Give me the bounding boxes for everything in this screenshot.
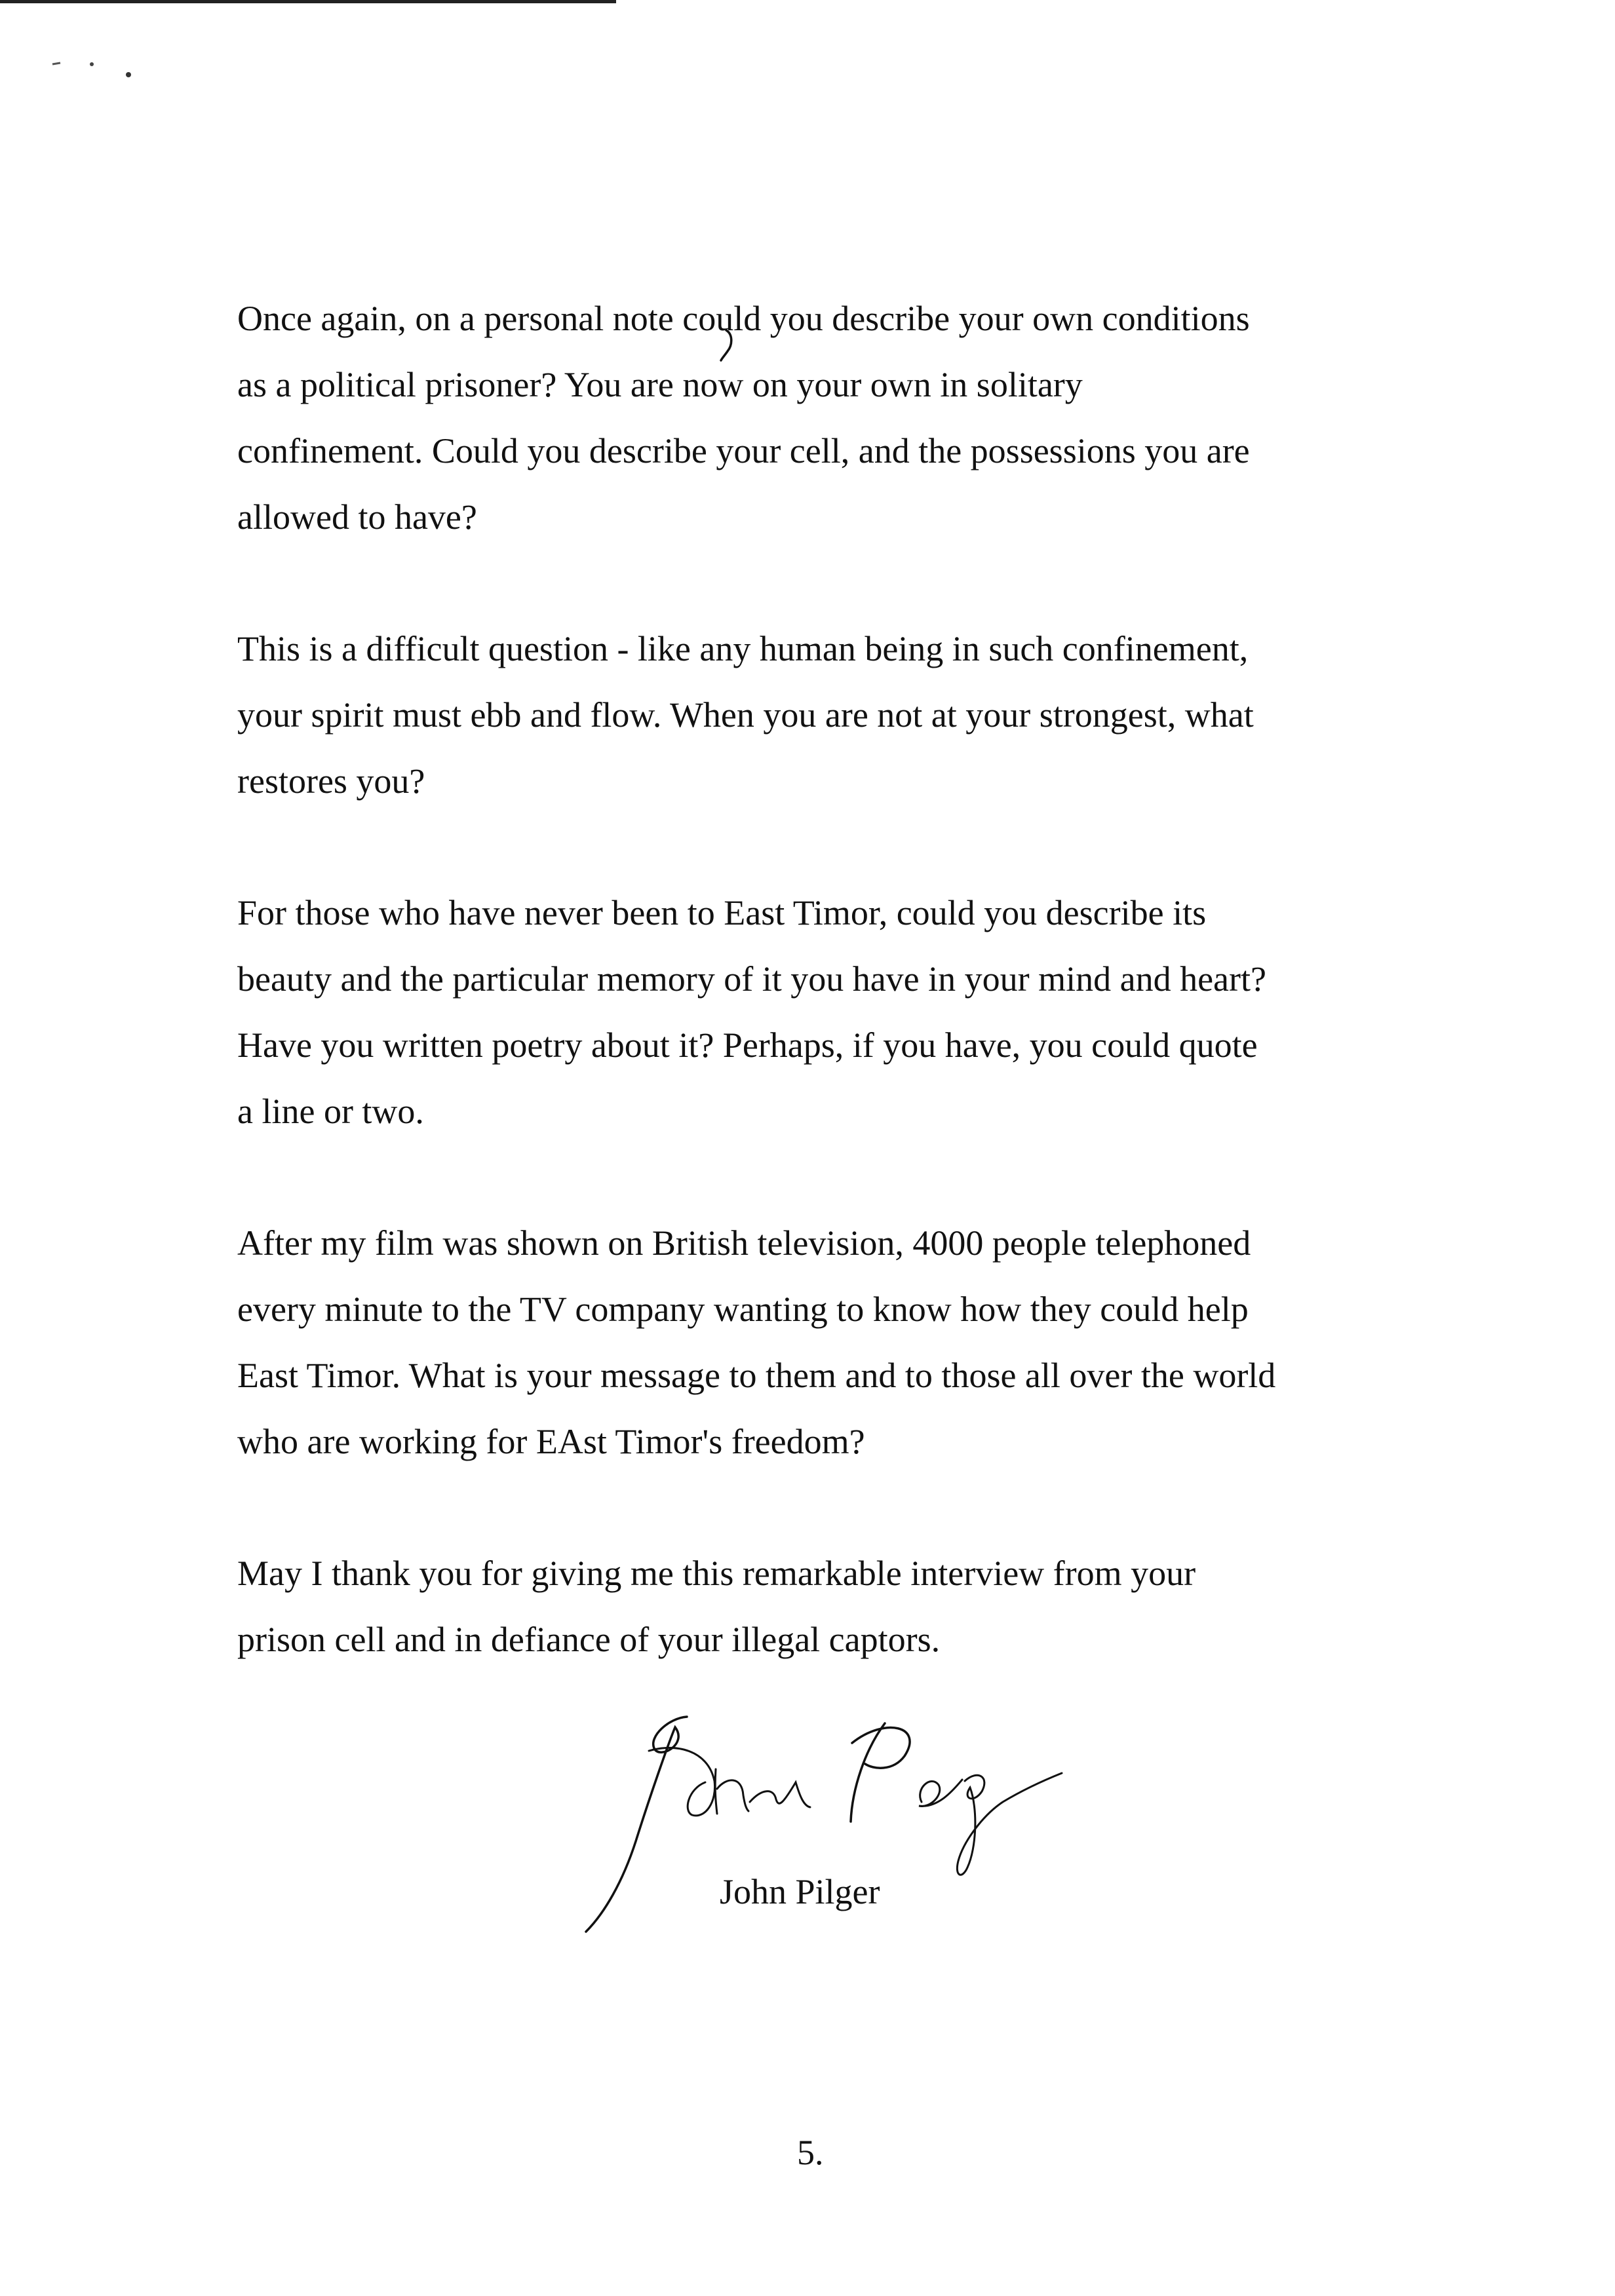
paragraph-thanks	[237, 1540, 1404, 1673]
text-line: confinement. Could you describe your cell, and the possessions you are	[237, 431, 1250, 470]
paragraph-spirit	[237, 616, 1404, 814]
signatory-name: John Pilger	[720, 1872, 880, 1911]
handwritten-comma	[718, 326, 738, 363]
text-line: allowed to have?	[237, 497, 477, 537]
text-line: After my film was shown on British television, 4000 people telephoned	[237, 1223, 1251, 1263]
text-line: May I thank you for giving me this remarkable interview from your	[237, 1554, 1196, 1593]
text-line: every minute to the TV company wanting to know how they could help	[237, 1290, 1249, 1329]
text-line: your spirit must ebb and flow. When you are not at your strongest, what	[237, 695, 1254, 735]
scan-specks	[51, 58, 136, 84]
paragraph-east-timor	[237, 880, 1404, 1145]
text-line: Once again, on a personal note could you describe your own conditions	[237, 299, 1250, 338]
text-line: as a political prisoner? You are now on your own in solitary	[237, 365, 1083, 404]
text-line: prison cell and in defiance of your illegal captors.	[237, 1620, 941, 1659]
text-line: who are working for EAst Timor's freedom?	[237, 1422, 865, 1461]
paragraph-message	[237, 1210, 1404, 1475]
page-number: 5.	[797, 2133, 824, 2172]
scan-top-edge-line	[0, 0, 616, 3]
text-line: restores you?	[237, 761, 425, 801]
text-line: For those who have never been to East Timor, could you describe its	[237, 893, 1207, 932]
text-line: East Timor. What is your message to them and to those all over the world	[237, 1356, 1276, 1395]
paragraph-conditions	[237, 286, 1404, 550]
text-line: beauty and the particular memory of it you have in your mind and heart?	[237, 959, 1266, 999]
letter-body	[237, 286, 1404, 1738]
text-line: a line or two.	[237, 1092, 424, 1131]
text-line: This is a difficult question - like any human being in such confinement,	[237, 629, 1249, 668]
text-line: Have you written poetry about it? Perhaps, if you have, you could quote	[237, 1025, 1258, 1065]
